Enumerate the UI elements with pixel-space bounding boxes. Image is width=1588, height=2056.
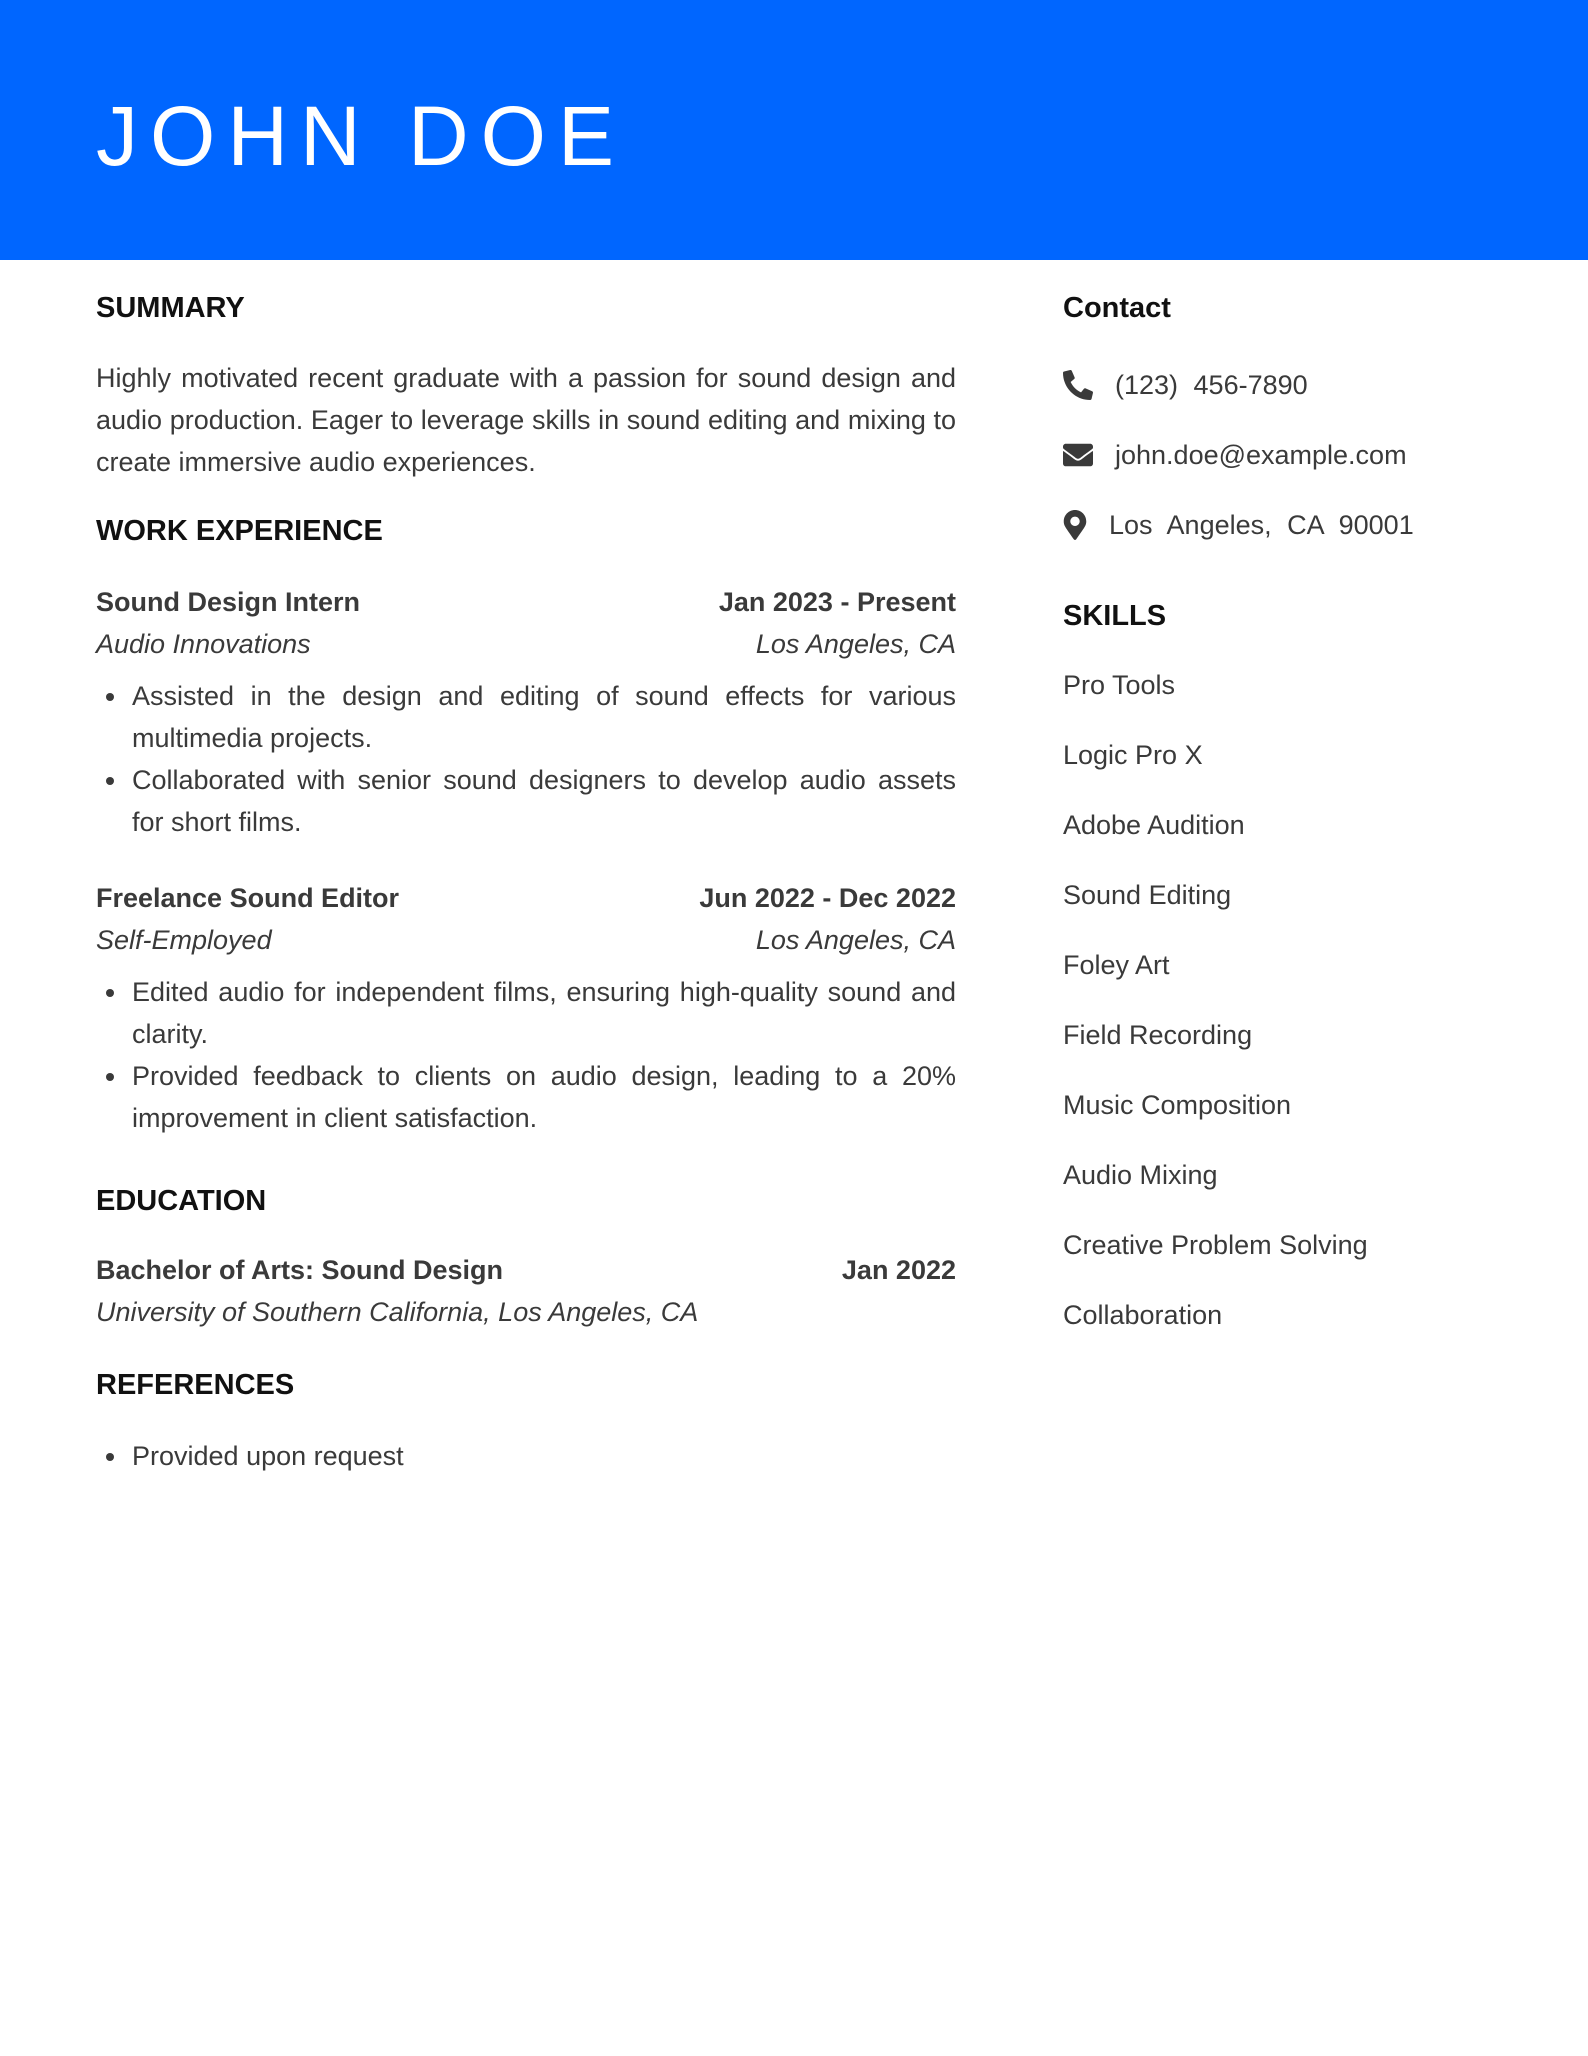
skill-item: Audio Mixing xyxy=(1063,1160,1218,1190)
job-bullets xyxy=(96,675,956,843)
job-company-row xyxy=(96,919,956,961)
map-pin-icon xyxy=(1063,510,1087,540)
job-header-row xyxy=(96,581,956,623)
job-bullet: Provided feedback to clients on audio design, leading to a 20% improvement in client satisfaction. xyxy=(96,1055,956,1139)
sidebar-column xyxy=(1063,290,1523,1364)
header-banner xyxy=(0,0,1588,260)
skill-item: Music Composition xyxy=(1063,1090,1292,1120)
job-dates: Jan 2023 - Present xyxy=(718,587,956,617)
contact-location xyxy=(1063,504,1523,546)
contact-email xyxy=(1063,434,1523,476)
job-entry xyxy=(96,581,956,843)
contact-list xyxy=(1063,364,1523,546)
job-company: Self-Employed xyxy=(96,925,272,955)
skill-item: Pro Tools xyxy=(1063,670,1176,700)
skill-item: Logic Pro X xyxy=(1063,740,1203,770)
skill-item: Adobe Audition xyxy=(1063,810,1245,840)
references-list xyxy=(96,1435,956,1477)
email-address: john.doe@example.com xyxy=(1115,439,1407,470)
skill-item: Sound Editing xyxy=(1063,880,1232,910)
candidate-name: JOHN DOE xyxy=(96,89,627,183)
envelope-icon xyxy=(1063,440,1093,470)
skill-item: Collaboration xyxy=(1063,1300,1223,1330)
job-location: Los Angeles, CA xyxy=(755,629,956,659)
education-heading: EDUCATION xyxy=(96,1185,267,1217)
school-row xyxy=(96,1291,956,1333)
school: University of Southern California, Los Angeles, CA xyxy=(96,1297,699,1327)
skills-list xyxy=(1063,664,1523,1336)
skill-item: Creative Problem Solving xyxy=(1063,1230,1368,1260)
skills-heading: SKILLS xyxy=(1063,600,1167,632)
phone-number: (123) 456-7890 xyxy=(1115,369,1308,400)
graduation-date: Jan 2022 xyxy=(841,1255,956,1285)
job-role: Freelance Sound Editor xyxy=(96,883,400,913)
education-entry xyxy=(96,1249,956,1333)
job-company-row xyxy=(96,623,956,665)
job-dates: Jun 2022 - Dec 2022 xyxy=(699,883,956,913)
job-bullet: Edited audio for independent films, ensuring high-quality sound and clarity. xyxy=(96,971,956,1055)
skill-item: Foley Art xyxy=(1063,950,1170,980)
work-experience-heading: WORK EXPERIENCE xyxy=(96,515,383,547)
education-header-row xyxy=(96,1249,956,1291)
skill-item: Field Recording xyxy=(1063,1020,1253,1050)
job-company: Audio Innovations xyxy=(96,629,311,659)
location-text: Los Angeles, CA 90001 xyxy=(1109,509,1414,540)
job-bullet: Collaborated with senior sound designers to develop audio assets for short films. xyxy=(96,759,956,843)
job-header-row xyxy=(96,877,956,919)
job-bullet: Assisted in the design and editing of sound effects for various multimedia projects. xyxy=(96,675,956,759)
job-location: Los Angeles, CA xyxy=(755,925,956,955)
contact-phone xyxy=(1063,364,1523,406)
summary-text: Highly motivated recent graduate with a passion for sound design and audio production. Eager to leverage skills in sound editing and mixing to create immersive audio experiences. xyxy=(96,363,956,477)
job-entry xyxy=(96,877,956,1139)
contact-heading: Contact xyxy=(1063,292,1171,324)
reference-item: Provided upon request xyxy=(96,1435,956,1477)
job-bullets xyxy=(96,971,956,1139)
degree: Bachelor of Arts: Sound Design xyxy=(96,1255,504,1285)
phone-icon xyxy=(1063,370,1093,400)
main-column xyxy=(96,290,956,1477)
summary-heading: SUMMARY xyxy=(96,292,245,324)
references-heading: REFERENCES xyxy=(96,1369,295,1401)
job-role: Sound Design Intern xyxy=(96,587,361,617)
